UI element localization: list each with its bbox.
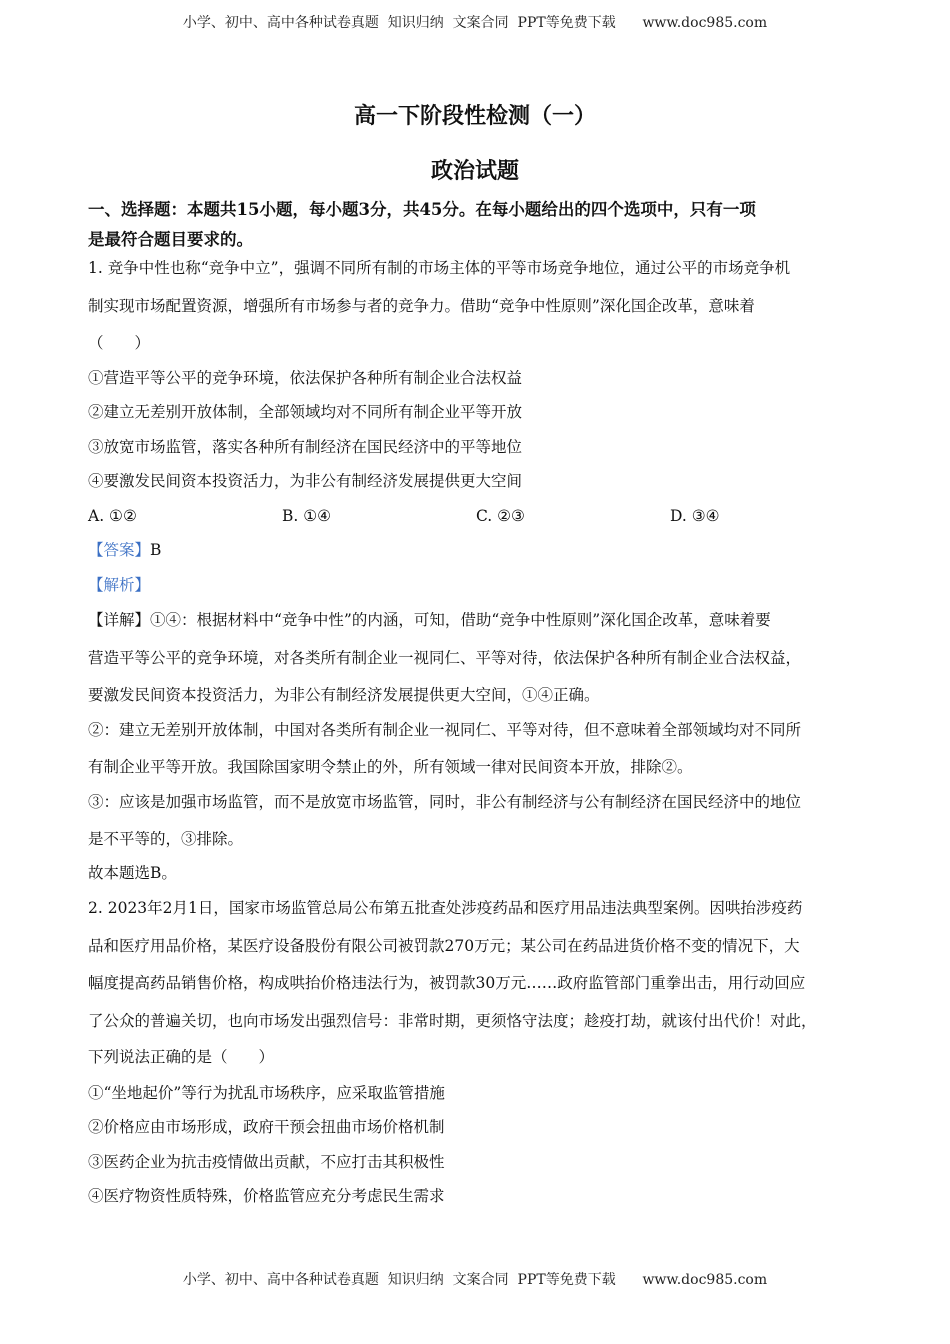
section-heading: 一、选择题：本题共15小题，每小题3分，共45分。在每小题给出的四个选项中，只有一项	[88, 200, 756, 219]
detail-line: 营造平等公平的竞争环境，对各类所有制企业一视同仁、平等对待，依法保护各种所有制企业合法权益，	[88, 649, 802, 667]
question-item: ②价格应由市场形成，政府干预会扭曲市场价格机制	[88, 1118, 445, 1136]
option-a: A. ①②	[88, 507, 137, 525]
question-stem: 2. 2023年2月1日，国家市场监管总局公布第五批查处涉疫药品和医疗用品违法典型案例。因哄抬涉疫药	[88, 899, 803, 917]
question-item: ④医疗物资性质特殊，价格监管应充分考虑民生需求	[88, 1187, 445, 1205]
page-header: 小学、初中、高中各种试卷真题 知识归纳 文案合同 PPT等免费下载 www.doc985.com	[182, 15, 768, 31]
page-footer: 小学、初中、高中各种试卷真题 知识归纳 文案合同 PPT等免费下载 www.doc985.com	[182, 1272, 768, 1288]
question-item: ③放宽市场监管，落实各种所有制经济在国民经济中的平等地位	[88, 438, 523, 456]
answer-value: B	[150, 541, 162, 559]
option-d: D. ③④	[670, 507, 720, 525]
question-stem: 1. 竞争中性也称“竞争中立”，强调不同所有制的市场主体的平等市场竞争地位，通过公平的市场竞争机	[88, 259, 791, 277]
option-c: C. ②③	[476, 507, 525, 525]
detail-line: ③：应该是加强市场监管，而不是放宽市场监管，同时，非公有制经济与公有制经济在国民经济中的地位	[88, 793, 802, 811]
section-heading: 是最符合题目要求的。	[88, 230, 253, 249]
question-item: ①“坐地起价”等行为扰乱市场秩序，应采取监管措施	[88, 1084, 445, 1102]
detail-line: 要激发民间资本投资活力，为非公有制经济发展提供更大空间，①④正确。	[88, 686, 600, 704]
question-stem: 品和医疗用品价格，某医疗设备股份有限公司被罚款270万元；某公司在药品进货价格不变的情况下，大	[88, 937, 800, 955]
detail-line: 故本题选B。	[88, 864, 177, 882]
detail-line: 【详解】①④：根据材料中“竞争中性”的内涵，可知，借助“竞争中性原则”深化国企改革，意味着要	[88, 611, 771, 629]
question-item: ①营造平等公平的竞争环境，依法保护各种所有制企业合法权益	[88, 369, 523, 387]
question-item: ②建立无差别开放体制，全部领域均对不同所有制企业平等开放	[88, 403, 523, 421]
answer-line	[88, 539, 161, 561]
detail-line: 是不平等的，③排除。	[88, 830, 244, 848]
option-b: B. ①④	[282, 507, 332, 525]
question-stem: 制实现市场配置资源，增强所有市场参与者的竞争力。借助“竞争中性原则”深化国企改革，意味着	[88, 297, 755, 315]
page-title: 高一下阶段性检测（一）	[353, 103, 596, 129]
question-stem: 了公众的普遍关切，也向市场发出强烈信号：非常时期，更须恪守法度；趁疫打劫，就该付出代价！对此，	[88, 1012, 817, 1030]
detail-line: 有制企业平等开放。我国除国家明令禁止的外，所有领域一律对民间资本开放，排除②。	[88, 758, 693, 776]
analysis-label: 【解析】	[88, 576, 151, 594]
answer-label: 【答案】	[88, 541, 151, 559]
page-subtitle: 政治试题	[430, 158, 519, 184]
question-stem: 下列说法正确的是（ ）	[88, 1048, 275, 1066]
detail-line: ②：建立无差别开放体制，中国对各类所有制企业一视同仁、平等对待，但不意味着全部领域均对不同所	[88, 721, 802, 739]
question-stem: 幅度提高药品销售价格，构成哄抬价格违法行为，被罚款30万元……政府监管部门重拳出击，用行动回应	[88, 974, 806, 992]
question-item: ③医药企业为抗击疫情做出贡献，不应打击其积极性	[88, 1153, 445, 1171]
question-item: ④要激发民间资本投资活力，为非公有制经济发展提供更大空间	[88, 472, 523, 490]
question-stem: （ ）	[88, 334, 151, 352]
